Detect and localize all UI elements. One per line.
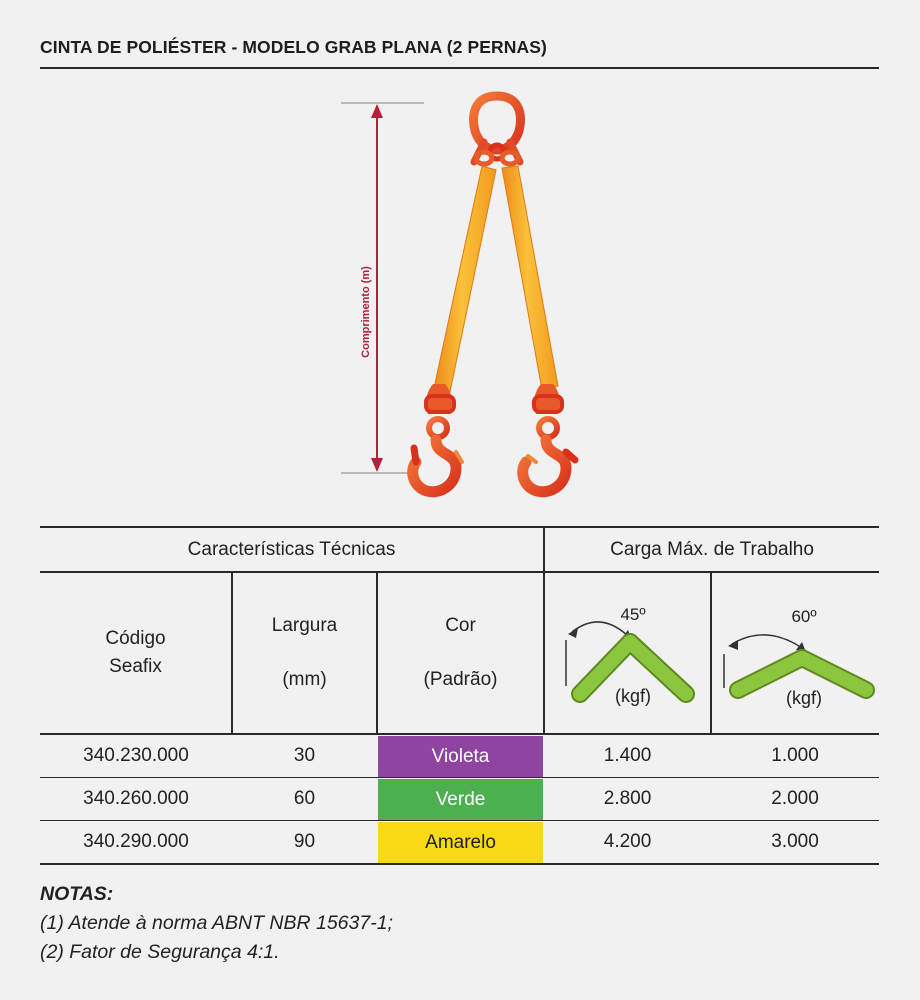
sling-legs	[434, 166, 558, 392]
note-item: (1) Atende à norma ABNT NBR 15637-1;	[40, 912, 393, 934]
cell-load-45: 1.400	[544, 734, 711, 778]
dimension-label: Comprimento (m)	[360, 266, 372, 358]
table-row	[40, 734, 879, 778]
specification-table	[40, 526, 879, 865]
angle-45-label: 45º	[619, 605, 646, 624]
unit-60-label: (kgf)	[785, 688, 822, 708]
color-swatch-violeta: Violeta	[378, 736, 543, 777]
group-header-load: Carga Máx. de Trabalho	[544, 527, 879, 572]
col-header-codigo: Código Seafix	[40, 572, 232, 734]
cell-load-60: 3.000	[711, 821, 879, 865]
cell-codigo: 340.230.000	[40, 734, 232, 778]
cell-cor	[377, 734, 544, 778]
cell-cor	[377, 821, 544, 865]
color-swatch-verde: Verde	[378, 779, 543, 820]
cell-load-60: 2.000	[711, 778, 879, 821]
cell-largura: 90	[232, 821, 377, 865]
angle-60-label: 60º	[790, 607, 817, 626]
angle-45-diagram	[548, 580, 708, 720]
master-link	[474, 96, 521, 164]
cell-codigo: 340.290.000	[40, 821, 232, 865]
cell-load-45: 2.800	[544, 778, 711, 821]
col-header-largura: Largura (mm)	[232, 572, 377, 734]
angle-60-diagram	[716, 580, 876, 720]
dimension-marker	[341, 103, 424, 473]
note-item: (2) Fator de Segurança 4:1.	[40, 941, 280, 963]
left-hook	[413, 384, 462, 492]
col-header-60	[711, 572, 879, 734]
col-header-cor: Cor (Padrão)	[377, 572, 544, 734]
notes-heading: NOTAS:	[40, 883, 114, 905]
table-row	[40, 778, 879, 821]
cell-load-45: 4.200	[544, 821, 711, 865]
right-hook	[523, 384, 575, 492]
col-header-45	[544, 572, 711, 734]
table-row	[40, 821, 879, 865]
cell-cor	[377, 778, 544, 821]
cell-codigo: 340.260.000	[40, 778, 232, 821]
cell-largura: 60	[232, 778, 377, 821]
group-header-tech: Características Técnicas	[40, 527, 544, 572]
page-title: CINTA DE POLIÉSTER - MODELO GRAB PLANA (2 PERNAS)	[40, 37, 547, 57]
cell-load-60: 1.000	[711, 734, 879, 778]
color-swatch-amarelo: Amarelo	[378, 822, 543, 863]
cell-largura: 30	[232, 734, 377, 778]
unit-45-label: (kgf)	[614, 686, 651, 706]
notes-section	[40, 880, 393, 967]
